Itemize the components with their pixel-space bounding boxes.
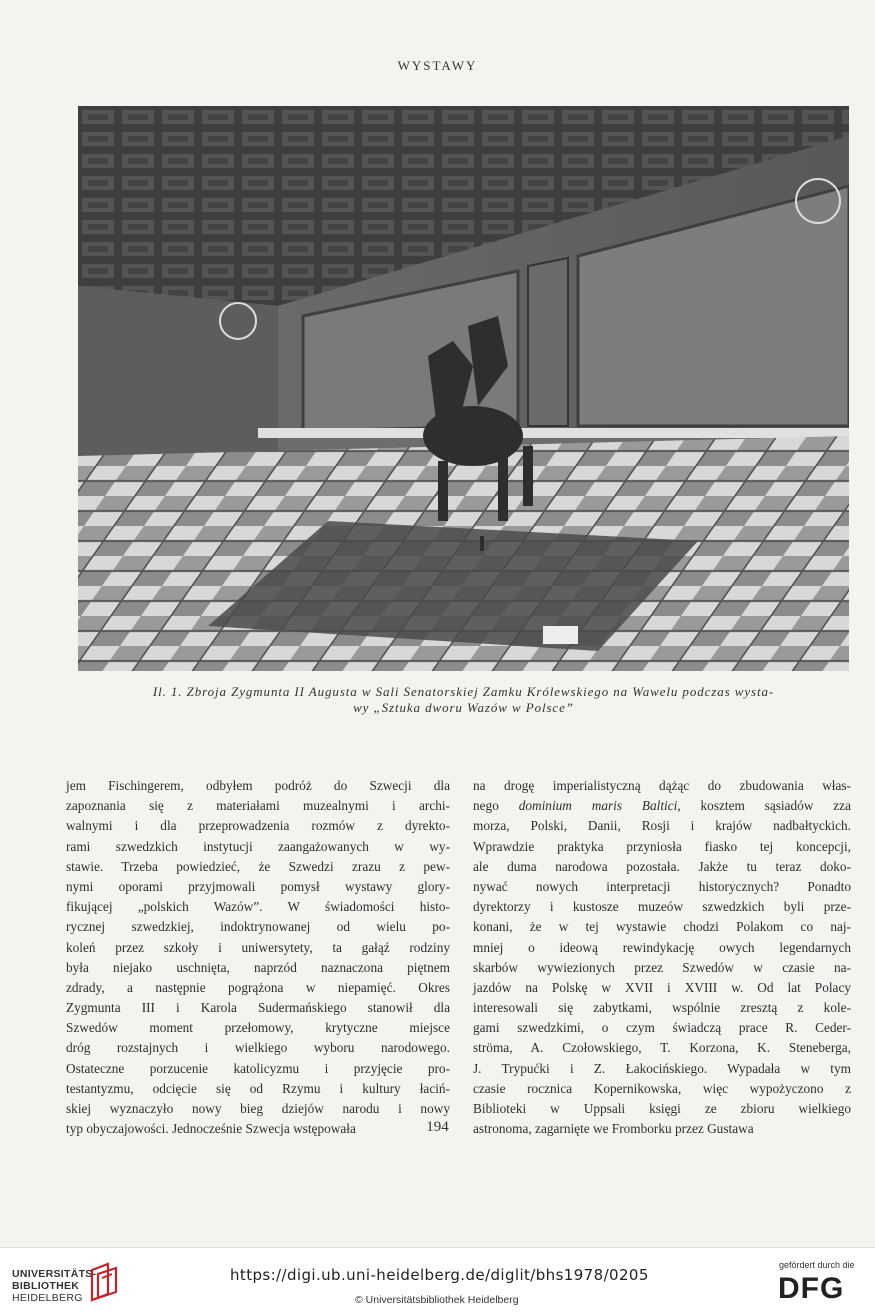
text-line: stawie. Trzeba powiedzieć, że Szwedzi zrazu z pew- — [66, 858, 450, 874]
text-line: interesowali się zabytkami, wspólnie zresztą z kole- — [473, 1000, 851, 1016]
page-number: 194 — [426, 1119, 449, 1135]
text-line: czasie rocznica Kopernikowska, więc wypożyczono z — [473, 1080, 851, 1096]
text-line: konani, że w tej wystawie chodzi Polakom co naj- — [473, 919, 851, 935]
permalink-url[interactable]: https://digi.ub.uni-heidelberg.de/diglit/bhs1978/0205 — [230, 1266, 649, 1284]
text-line: nywać nowych interpretacji historycznych? Ponadto — [473, 878, 851, 894]
text-line: Szwedów moment przełomowy, krytyczne miejsce — [66, 1020, 450, 1036]
text-line: ale duma narodowa pozostała. Jakże tu teraz doko- — [473, 858, 851, 874]
caption-line: wy „Sztuka dworu Wazów w Polsce” — [353, 700, 574, 715]
library-logo-icon — [88, 1260, 122, 1304]
left-column — [66, 776, 450, 1139]
text-line: rycznej szwedzkiej, indoktrynowanej od wielu po- — [66, 919, 450, 935]
text-line: jazdów na Polskę w XVII i XVIII w. Od lat Polacy — [473, 979, 851, 995]
running-header: WYSTAWY — [397, 58, 478, 73]
text-line: J. Trypućki i Z. Łakocińskiego. Wypadała w tym — [473, 1060, 851, 1076]
text-line: morza, Polski, Danii, Rosji i krajów nadbałtyckich. — [473, 818, 851, 834]
text-run: nego — [473, 798, 519, 814]
italic-term: dominium maris Baltici — [518, 798, 678, 814]
text-line: nymi oporami przyjmowali pomysł wystawy glory- — [66, 878, 450, 894]
text-line: zapoznania się z materiałami muzealnymi i archi- — [66, 798, 450, 814]
text-line: dyrektorzy i kustosze muzeów szwedzkich byli prze- — [473, 899, 851, 915]
text-line: gami szwedzkimi, o czym świadczą prace R. Ceder- — [473, 1020, 851, 1036]
footer-bar — [0, 1247, 875, 1315]
text-line: skarbów wywiezionych przez Szwedów w czasie na- — [473, 959, 851, 975]
text-line: walnymi i dla przeprowadzenia rozmów z dyrekto- — [66, 818, 450, 834]
text-line: skiej wyznaczyło nowy bieg dziejów narodu i nowy — [66, 1101, 450, 1116]
text-line: testantyzmu, odcięcie się od Rzymu i kultury łaciń- — [66, 1080, 450, 1096]
text-line: mniej o ideową rewindykację owych legendarnych — [473, 939, 851, 955]
text-line: Wprawdzie praktyka przyniosła fiasko tej koncepcji, — [473, 838, 851, 854]
dfg-logo: DFG — [778, 1272, 845, 1305]
figure-caption — [78, 684, 849, 716]
right-column — [473, 776, 851, 1139]
text-line: Zygmunta III i Karola Sudermańskiego stanowił dla — [66, 1000, 450, 1016]
text-line: zdrady, a następnie pogrążona w niepamięć. Okres — [66, 979, 450, 995]
funding-note: gefördert durch die — [779, 1260, 855, 1270]
library-name-line: UNIVERSITÄTS- — [12, 1268, 97, 1280]
text-line: Biblioteki w Uppsali księgi ze zbioru wielkiego — [473, 1101, 851, 1116]
copyright-notice: © Universitätsbibliothek Heidelberg — [355, 1294, 519, 1306]
caption-line: Il. 1. Zbroja Zygmunta II Augusta w Sali Senatorskiej Zamku Królewskiego na Wawelu podczas wysta- — [152, 684, 775, 699]
text-line: jem Fischingerem, odbyłem podróż do Szwecji dla — [66, 778, 450, 793]
text-line: Ostateczne porzucenie katolicyzmu i przyjęcie pro- — [66, 1060, 450, 1076]
text-line: na drogę imperialistyczną dążąc do zbudowania włas- — [473, 778, 851, 793]
library-name — [12, 1268, 96, 1304]
text-line-with-italic — [473, 796, 851, 816]
text-line: typ obyczajowości. Jednocześnie Szwecja wstępowała — [66, 1121, 356, 1137]
text-line: astronoma, zagarnięte we Fromborku przez Gustawa — [473, 1121, 754, 1137]
library-name-line: BIBLIOTHEK — [12, 1280, 80, 1292]
figure-photo — [78, 106, 849, 671]
text-line: koleń przez szkoły i uniwersytety, ta gałąź rodziny — [66, 939, 450, 955]
text-line: dróg rozstajnych i wielkiego wyboru narodowego. — [66, 1040, 450, 1056]
text-run: , kosztem sąsiadów zza — [677, 798, 851, 814]
text-line: ströma, A. Czołowskiego, T. Korzona, K. Steneberga, — [473, 1040, 851, 1056]
text-line: fikującej „polskich Wazów”. W świadomości histo- — [66, 899, 450, 915]
text-line: była niejako uschnięta, naprzód naznaczona piętnem — [66, 959, 450, 975]
photo-illustration — [78, 106, 849, 671]
library-name-line: HEIDELBERG — [12, 1292, 83, 1304]
text-line: rami szwedzkich instytucji zaangażowanych w wy- — [66, 838, 450, 854]
